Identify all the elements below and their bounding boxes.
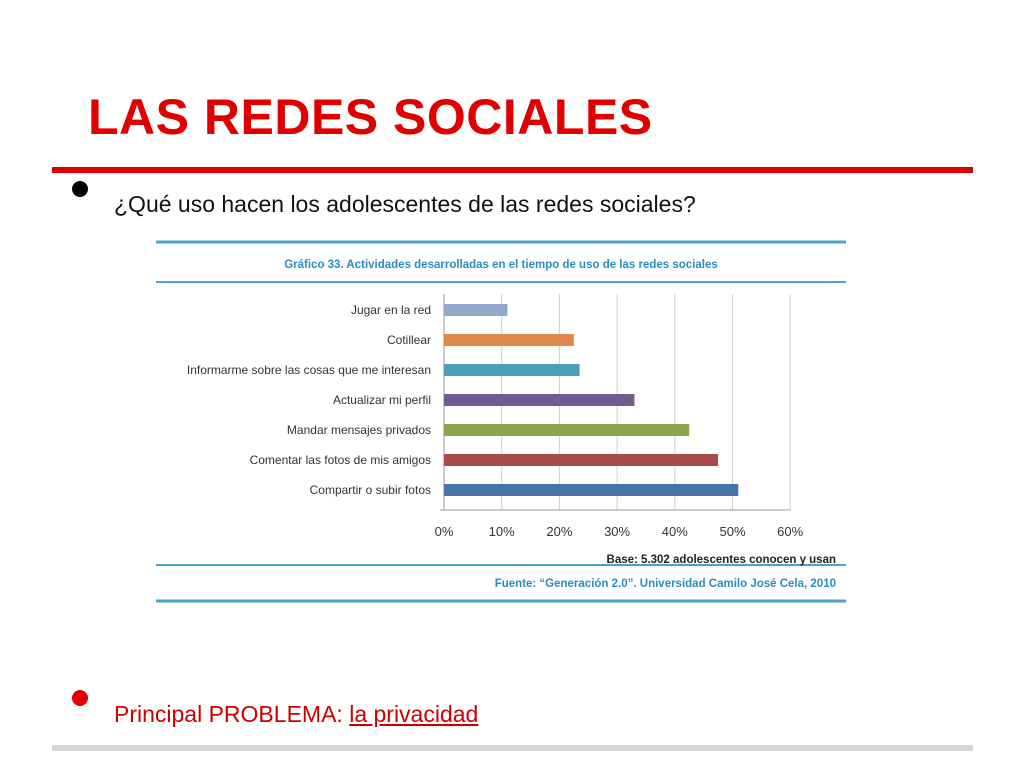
chart-title: Gráfico 33. Actividades desarrolladas en el tiempo de uso de las redes sociales	[284, 259, 718, 271]
question-text: ¿Qué uso hacen los adolescentes de las redes sociales?	[114, 191, 696, 217]
x-tick-label: 0%	[434, 524, 454, 539]
bar	[444, 424, 689, 436]
category-label: Comentar las fotos de mis amigos	[249, 453, 431, 467]
x-tick-label: 40%	[661, 524, 688, 539]
bar	[444, 454, 718, 466]
x-tick-label: 30%	[604, 524, 631, 539]
activities-bar-chart	[150, 236, 850, 608]
privacy-link[interactable]: la privacidad	[349, 701, 479, 727]
problem-label: Principal PROBLEMA:	[114, 701, 350, 727]
category-label: Informarme sobre las cosas que me interesan	[186, 363, 431, 377]
category-label: Actualizar mi perfil	[332, 393, 431, 407]
bar	[444, 334, 574, 346]
bar	[444, 484, 738, 496]
slide-title: LAS REDES SOCIALES	[88, 89, 653, 145]
bullet-icon	[72, 690, 88, 706]
bar	[444, 394, 634, 406]
x-tick-label: 20%	[546, 524, 573, 539]
title-underline	[52, 167, 973, 173]
problem-statement	[114, 701, 478, 728]
x-tick-label: 10%	[488, 524, 515, 539]
bar	[444, 304, 507, 316]
source-note: Fuente: “Generación 2.0”. Universidad Camilo José Cela, 2010	[494, 578, 836, 590]
category-label: Cotillear	[386, 333, 431, 347]
category-label: Mandar mensajes privados	[286, 423, 431, 437]
x-tick-label: 60%	[777, 524, 804, 539]
bullet-icon	[72, 181, 88, 197]
bottom-divider	[52, 745, 973, 751]
category-label: Compartir o subir fotos	[309, 483, 431, 497]
base-note: Base: 5.302 adolescentes conocen y usan	[606, 554, 836, 566]
category-label: Jugar en la red	[350, 303, 431, 317]
bar	[444, 364, 580, 376]
x-tick-label: 50%	[719, 524, 746, 539]
